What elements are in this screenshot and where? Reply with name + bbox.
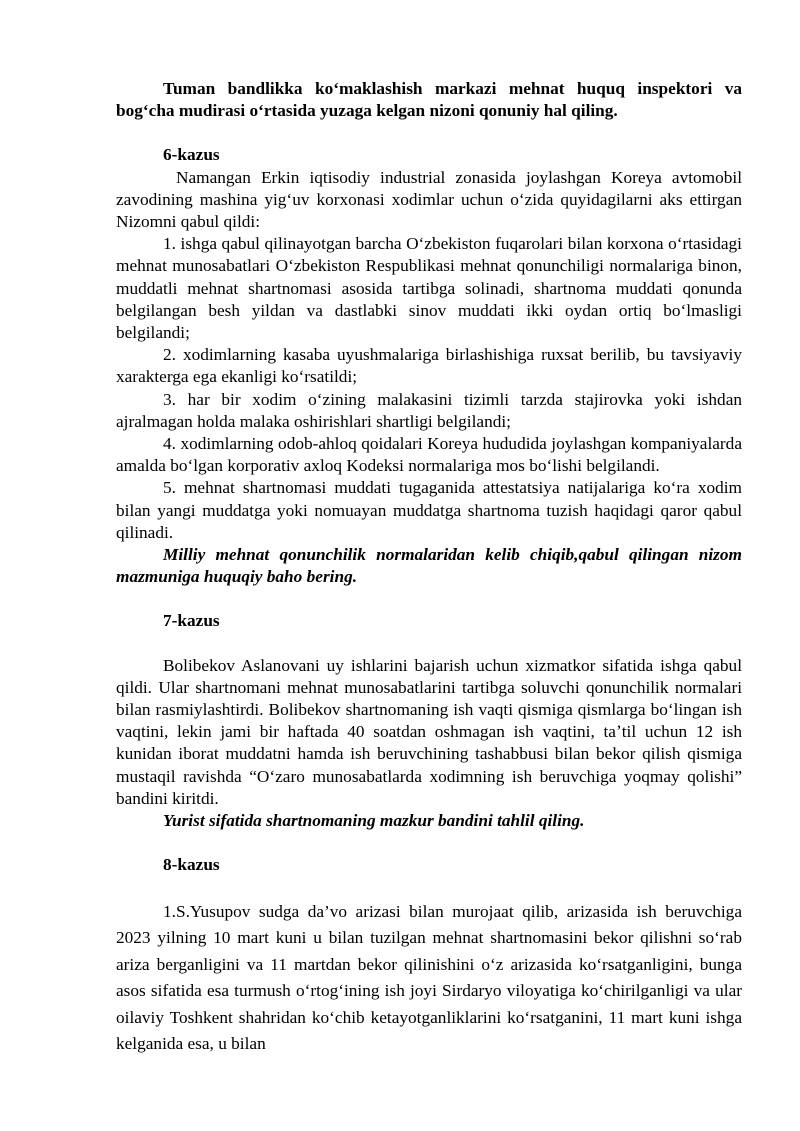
document-body bbox=[116, 78, 742, 1058]
spacer bbox=[116, 877, 742, 899]
case-6-item: 2. xodimlarning kasaba uyushmalariga birlashishiga ruxsat berilib, bu tavsiyaviy xarakterga ega ekanligi koʻrsatildi; bbox=[116, 345, 742, 387]
case-6-task: Milliy mehnat qonunchilik normalaridan kelib chiqib,qabul qilingan nizom mazmuniga huquqiy baho bering. bbox=[116, 545, 742, 587]
intro-task: Tuman bandlikka koʻmaklashish markazi mehnat huquq inspektori va bogʻcha mudirasi oʻrtasida yuzaga kelgan nizoni qonuniy hal qiling. bbox=[116, 79, 742, 121]
spacer bbox=[116, 633, 742, 655]
case-6 bbox=[116, 144, 742, 588]
spacer bbox=[116, 832, 742, 854]
case-8-body: 1.S.Yusupov sudga da’vo arizasi bilan murojaat qilib, arizasida ish beruvchiga 2023 yilning 10 mart kuni u bilan tuzilgan mehnat shartnomasini bekor qilishni soʻrab ariza berganligini va 11 martdan bekor qilinishini oʻz arizasida koʻrsatganligini, bunga asos sifatida esa turmush oʻrtogʻining ish joyi Sirdaryo viloyatiga koʻchirilganligi va ular oilaviy Toshkent shahridan koʻchib ketayotganliklarini koʻrsatganini, 11 mart kuni ishga kelganida esa, u bilan bbox=[116, 901, 742, 1053]
case-7-body: Bolibekov Aslanovani uy ishlarini bajarish uchun xizmatkor sifatida ishga qabul qildi. Ular shartnomani mehnat munosabatlarini tartibga soluvchi qonunchilik normalari bilan rasmiylashtirdi. Bolibekov shartnomaning ish vaqti qismiga qismlarga boʻlingan ish vaqtini, lekin jami bir haftada 40 soatdan oshmagan ish vaqtini, taʼtil uchun 12 ish kunidan iborat muddatni hamda ish beruvchining tashabbusi bilan bekor qilish qismiga mustaqil ravishda “Oʻzaro munosabatlarda xodimning ish beruvchiga yoqmay qolishi” bandini kiritdi. bbox=[116, 655, 742, 808]
case-6-item: 1. ishga qabul qilinayotgan barcha Oʻzbekiston fuqarolari bilan korxona oʻrtasidagi mehnat munosabatlari Oʻzbekiston Respublikasi mehnat qonunchiligi normalariga binon, muddatli mehnat shartnomasi asosida tartibga solinadi, shartnoma muddati qonunda belgilangan besh yildan va dastlabki sinov muddati ikki oydan ortiq boʻlmasligi belgilandi; bbox=[116, 234, 742, 343]
case-8 bbox=[116, 854, 742, 1057]
case-6-item: 3. har bir xodim oʻzining malakasini tizimli tarzda stajirovka yoki ishdan ajralmagan holda malaka oshirishlari shartligi belgilandi; bbox=[116, 389, 742, 431]
case-6-intro: Namangan Erkin iqtisodiy industrial zonasida joylashgan Koreya avtomobil zavodining mashina yigʻuv korxonasi xodimlar uchun oʻzida quyidagilarni aks ettirgan Nizomni qabul qildi: bbox=[116, 167, 742, 232]
spacer bbox=[116, 588, 742, 610]
case-6-item: 5. mehnat shartnomasi muddati tugaganida attestatsiya natijalariga koʻra xodim bilan yangi muddatga yoki nomuayan muddatga shartnoma tuzish haqidagi qaror qabul qilinadi. bbox=[116, 478, 742, 542]
case-7-task: Yurist sifatida shartnomaning mazkur bandini tahlil qiling. bbox=[163, 811, 585, 831]
case-6-heading: 6-kazus bbox=[163, 145, 220, 165]
case-7 bbox=[116, 610, 742, 832]
case-6-item: 4. xodimlarning odob-ahloq qoidalari Koreya hududida joylashgan kompaniyalarda amalda boʻlgan korporativ axloq Kodeksi normalariga mos boʻlishi belgilandi. bbox=[116, 434, 742, 476]
case-7-heading: 7-kazus bbox=[163, 611, 220, 631]
case-8-heading: 8-kazus bbox=[163, 855, 220, 875]
spacer bbox=[116, 122, 742, 144]
